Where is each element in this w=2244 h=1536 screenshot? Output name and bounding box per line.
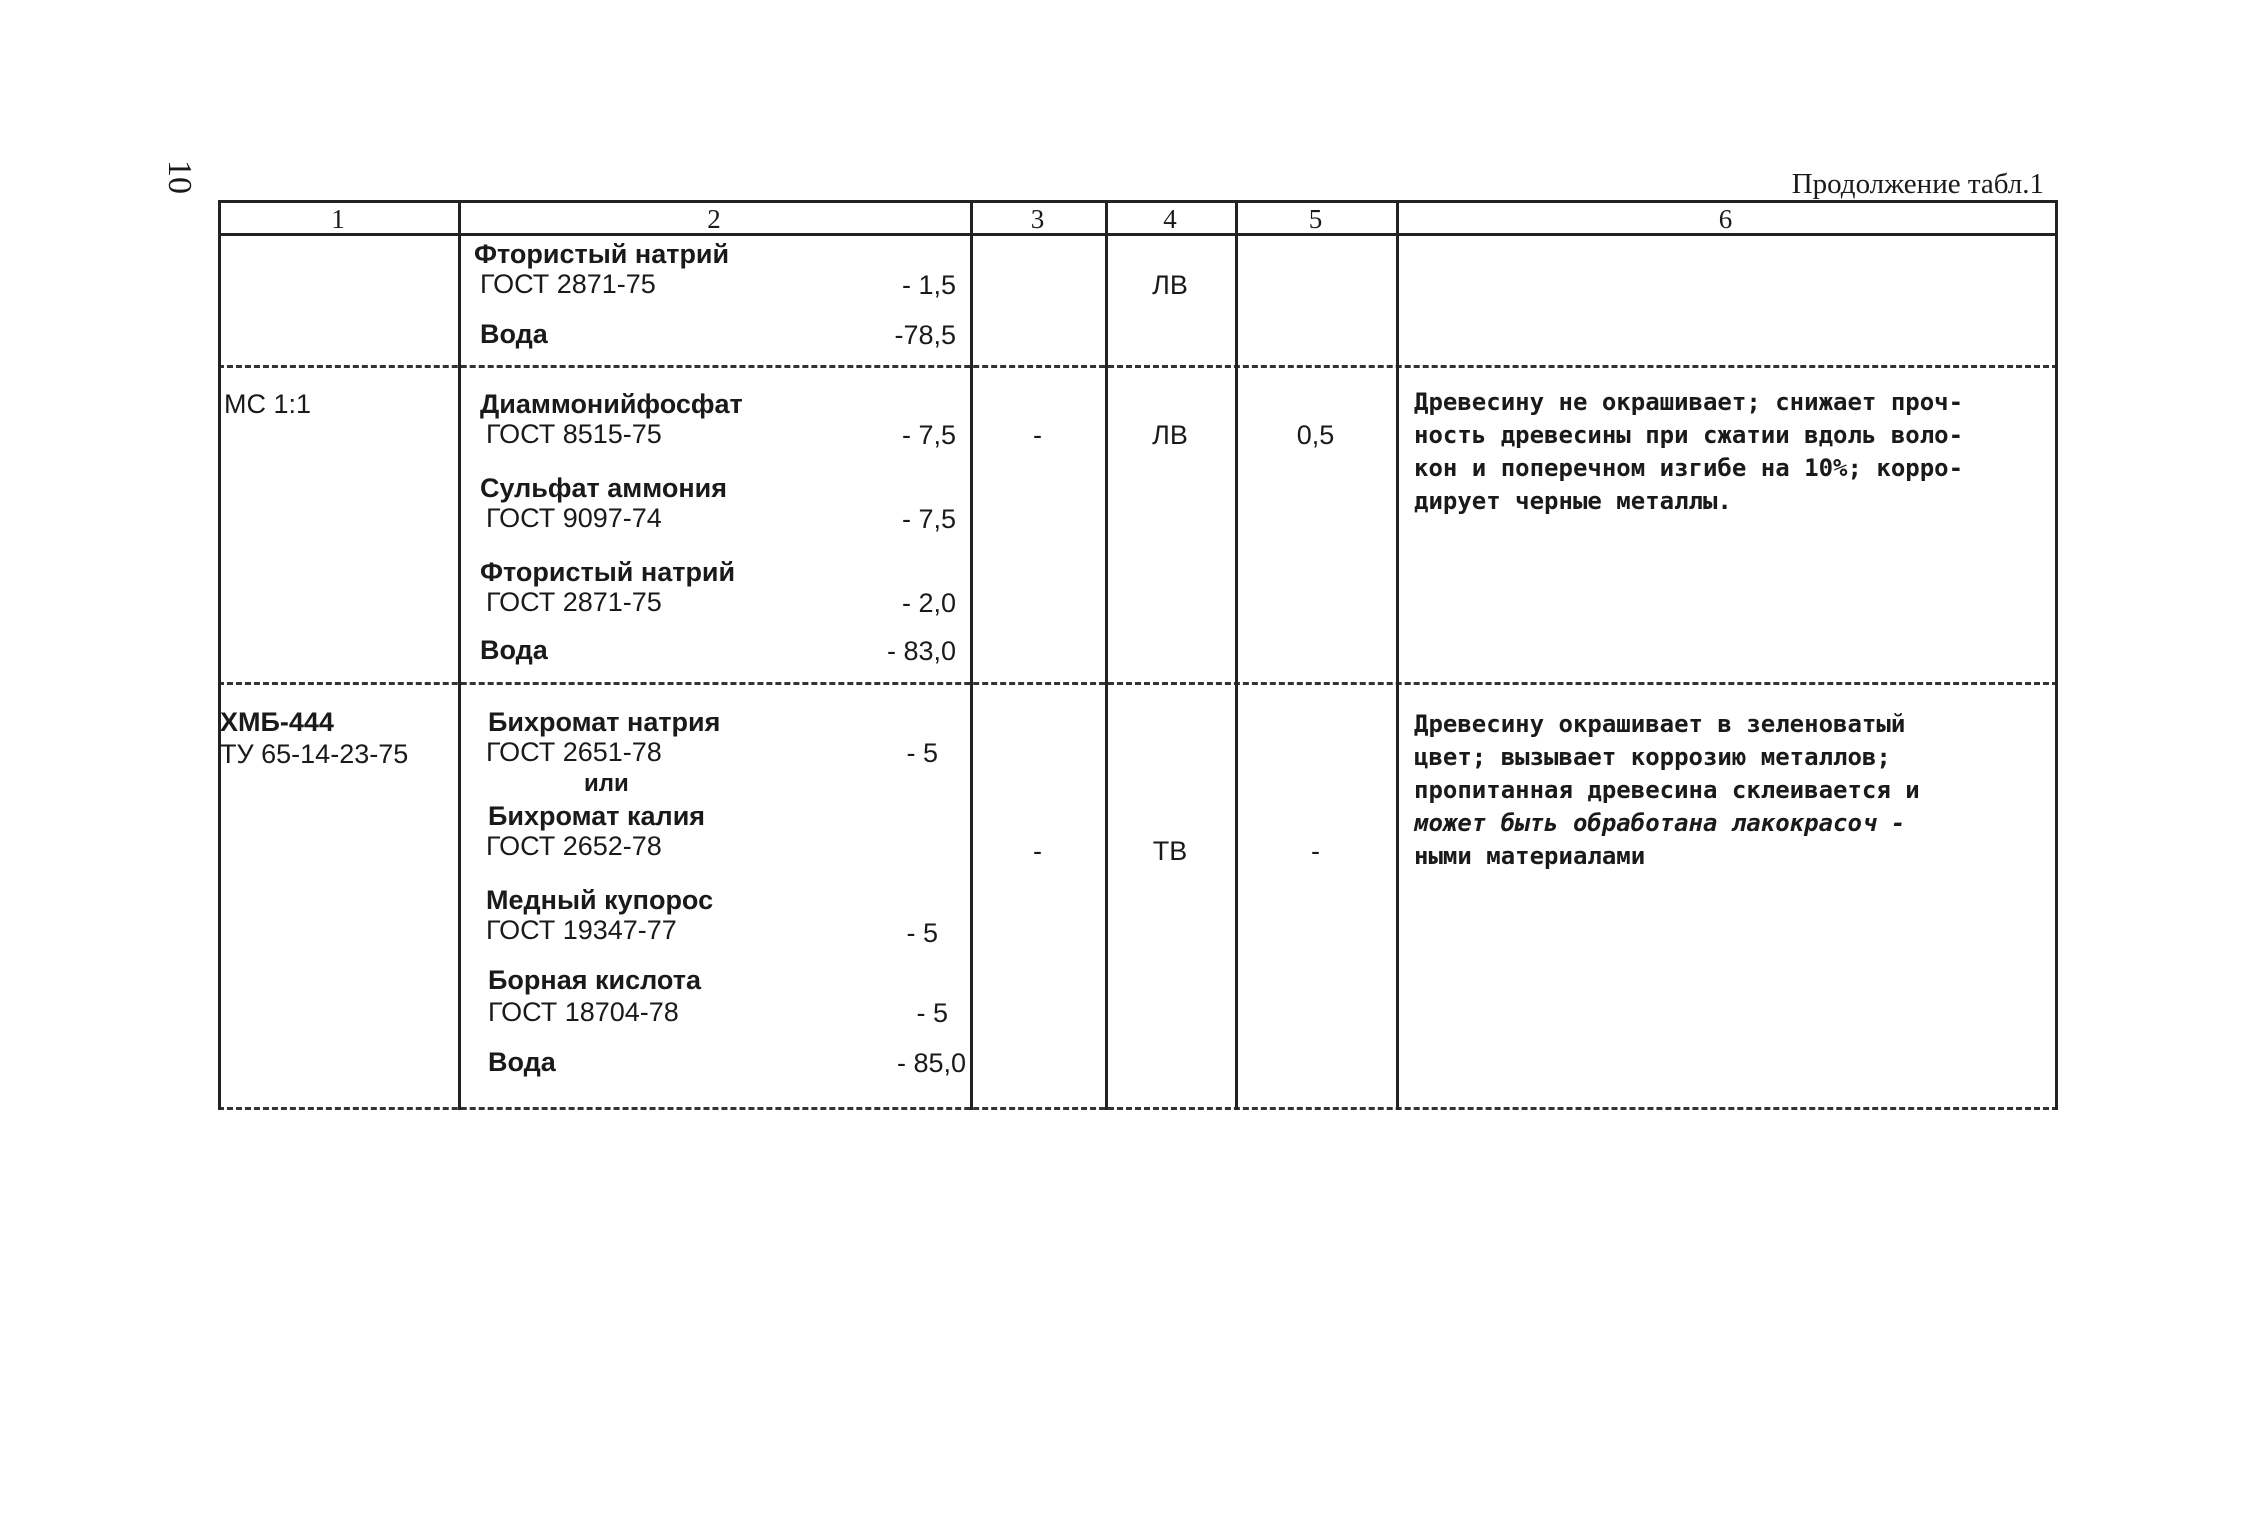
header-col-4: 4 xyxy=(1163,204,1177,234)
header-col-1: 1 xyxy=(331,204,345,234)
component-name: Вода xyxy=(480,635,548,665)
component-name: Бихромат калия xyxy=(488,801,706,831)
row-divider xyxy=(218,365,2058,368)
header-col-6: 6 xyxy=(1718,204,1733,234)
table-bottom-border xyxy=(218,1107,2058,1110)
table xyxy=(218,200,2058,1110)
note-line: ными материалами xyxy=(1414,842,1646,870)
component-gost: ГОСТ 2871-75 xyxy=(480,269,656,299)
component-connector: или xyxy=(584,770,629,797)
note-line: Древесину не окрашивает; снижает проч- xyxy=(1414,388,1964,416)
component-amount: - 5 xyxy=(916,998,948,1028)
note-line: дирует черные металлы. xyxy=(1414,487,1732,515)
composition-name: ХМБ-444 xyxy=(220,707,334,737)
column-border xyxy=(458,200,461,1110)
table-top-border xyxy=(218,200,2058,203)
component-amount: - 5 xyxy=(906,738,938,768)
col3-value: - xyxy=(1033,420,1042,450)
note-line: пропитанная древесина склеивается и xyxy=(1414,776,1920,804)
component-gost: ГОСТ 2651-78 xyxy=(486,737,662,767)
note-line: кон и поперечном изгибе на 10%; корро- xyxy=(1414,454,1964,482)
component-name: Сульфат аммония xyxy=(480,473,728,503)
component-amount: - 7,5 xyxy=(901,504,956,534)
component-amount: - 7,5 xyxy=(901,420,956,450)
component-amount: - 2,0 xyxy=(901,588,956,618)
col5-value: 0,5 xyxy=(1296,420,1335,450)
column-border xyxy=(1396,200,1399,1110)
composition-spec: ТУ 65-14-23-75 xyxy=(220,739,409,769)
note-line: может быть обработана лакокрасоч - xyxy=(1414,809,1906,837)
row-divider xyxy=(218,682,2058,685)
component-gost: ГОСТ 9097-74 xyxy=(486,503,662,533)
component-amount: -78,5 xyxy=(894,320,956,350)
component-name: Вода xyxy=(480,319,548,349)
component-name: Борная кислота xyxy=(488,965,701,995)
header-col-5: 5 xyxy=(1308,204,1323,234)
col5-value: - xyxy=(1311,836,1320,866)
component-name: Фтористый натрий xyxy=(474,239,730,269)
note-line: ность древесины при сжатии вдоль воло- xyxy=(1414,421,1964,449)
component-name: Диаммонийфосфат xyxy=(480,389,743,419)
column-border xyxy=(1235,200,1238,1110)
component-amount: - 5 xyxy=(906,918,938,948)
col4-value: ЛВ xyxy=(1152,270,1188,300)
component-gost: ГОСТ 2871-75 xyxy=(486,587,662,617)
component-gost: ГОСТ 8515-75 xyxy=(486,419,662,449)
component-name: Бихромат натрия xyxy=(488,707,721,737)
component-gost: ГОСТ 18704-78 xyxy=(488,997,679,1027)
composition-name: МС 1:1 xyxy=(224,389,312,419)
column-border xyxy=(2055,200,2058,1110)
component-name: Вода xyxy=(488,1047,556,1077)
component-amount: - 85,0 xyxy=(896,1048,966,1078)
header-col-2: 2 xyxy=(707,204,721,234)
col3-value: - xyxy=(1033,836,1042,866)
component-name: Фтористый натрий xyxy=(480,557,736,587)
note-line: Древесину окрашивает в зеленоватый xyxy=(1414,710,1906,738)
component-name: Медный купорос xyxy=(486,885,714,915)
note-line: цвет; вызывает коррозию металлов; xyxy=(1414,743,1891,771)
component-amount: - 83,0 xyxy=(886,636,956,666)
component-amount: - 1,5 xyxy=(901,270,956,300)
component-gost: ГОСТ 19347-77 xyxy=(486,915,677,945)
continuation-label: Продолжение табл.1 xyxy=(1791,168,2044,200)
col4-value: ТВ xyxy=(1152,836,1188,866)
header-col-3: 3 xyxy=(1030,204,1045,234)
page-number: 10 xyxy=(161,160,198,194)
column-border xyxy=(218,200,221,1110)
component-gost: ГОСТ 2652-78 xyxy=(486,831,662,861)
column-border xyxy=(1105,200,1108,1110)
column-border xyxy=(970,200,973,1110)
col4-value: ЛВ xyxy=(1152,420,1188,450)
